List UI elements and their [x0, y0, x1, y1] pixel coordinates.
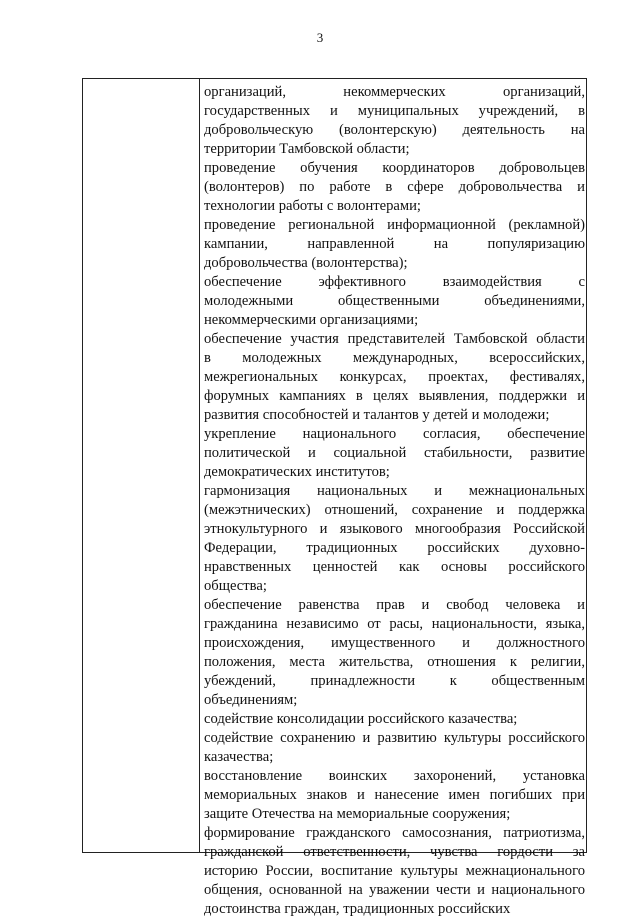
text-line: убеждений, принадлежности к общественным	[204, 673, 585, 689]
text-line: историю России, воспитание культуры межнационального	[204, 863, 585, 879]
list-item	[204, 159, 585, 216]
text-line: казачества;	[204, 749, 274, 765]
text-line: защите Отечества на мемориальные сооружения;	[204, 806, 511, 822]
list-item	[204, 729, 585, 767]
text-line: некоммерческими организациями;	[204, 312, 419, 328]
list-item	[204, 425, 585, 482]
table-left-column	[83, 79, 200, 852]
list-item	[204, 83, 585, 159]
text-line: обеспечение участия представителей Тамбовской области	[204, 331, 585, 347]
text-line: в молодежных международных, всероссийских,	[204, 350, 585, 366]
text-line: общения, основанной на уважении чести и национального	[204, 882, 585, 898]
list-item	[204, 767, 585, 824]
list-item	[204, 330, 585, 425]
table-right-column	[204, 83, 585, 919]
text-line: происхождения, имущественного и должностного	[204, 635, 585, 651]
text-line: обеспечение равенства прав и свобод человека и	[204, 597, 585, 613]
text-line: молодежными общественными объединениями,	[204, 293, 585, 309]
text-line: положения, места жительства, отношения к религии,	[204, 654, 585, 670]
text-line: организаций, некоммерческих организаций,	[204, 84, 585, 100]
text-line: достоинства граждан, традиционных российских	[204, 901, 511, 917]
list-item	[204, 596, 585, 710]
text-line: общества;	[204, 578, 267, 594]
text-line: демократических институтов;	[204, 464, 390, 480]
document-table	[82, 78, 587, 917]
text-line: этнокультурного и языкового многообразия Российской	[204, 521, 585, 537]
list-item	[204, 482, 585, 596]
text-line: содействие сохранению и развитию культуры российского	[204, 730, 585, 746]
text-line: гражданской ответственности, чувства гордости за	[204, 844, 585, 860]
text-line: объединениям;	[204, 692, 298, 708]
text-line: гражданина независимо от расы, национальности, языка,	[204, 616, 585, 632]
text-line: содействие консолидации российского казачества;	[204, 711, 518, 727]
text-line: формирование гражданского самосознания, патриотизма,	[204, 825, 585, 841]
text-line: добровольчества (волонтерства);	[204, 255, 408, 271]
text-line: мемориальных знаков и нанесение имен погибших при	[204, 787, 585, 803]
list-item	[204, 273, 585, 330]
text-line: кампании, направленной на популяризацию	[204, 236, 585, 252]
text-line: развития способностей и талантов у детей и молодежи;	[204, 407, 550, 423]
text-line: обеспечение эффективного взаимодействия с	[204, 274, 585, 290]
list-item	[204, 216, 585, 273]
text-line: форумных кампаниях в целях выявления, поддержки и	[204, 388, 585, 404]
text-line: технологии работы с волонтерами;	[204, 198, 421, 214]
text-line: территории Тамбовской области;	[204, 141, 410, 157]
text-line: гармонизация национальных и межнациональных	[204, 483, 585, 499]
text-line: проведение региональной информационной (рекламной)	[204, 217, 585, 233]
page-number: 3	[316, 30, 324, 45]
text-line: восстановление воинских захоронений, установка	[204, 768, 585, 784]
text-line: нравственных ценностей как основы российского	[204, 559, 585, 575]
text-line: укрепление национального согласия, обеспечение	[204, 426, 585, 442]
text-line: межрегиональных конкурсах, проектах, фестивалях,	[204, 369, 585, 385]
text-line: Федерации, традиционных российских духовно-	[204, 540, 585, 556]
text-line: добровольческую (волонтерскую) деятельность на	[204, 122, 585, 138]
text-line: проведение обучения координаторов добровольцев	[204, 160, 585, 176]
list-item	[204, 710, 585, 729]
text-line: (межэтнических) отношений, сохранение и поддержка	[204, 502, 585, 518]
text-line: политической и социальной стабильности, развитие	[204, 445, 585, 461]
text-line: (волонтеров) по работе в сфере добровольчества и	[204, 179, 585, 195]
text-line: государственных и муниципальных учреждений, в	[204, 103, 585, 119]
